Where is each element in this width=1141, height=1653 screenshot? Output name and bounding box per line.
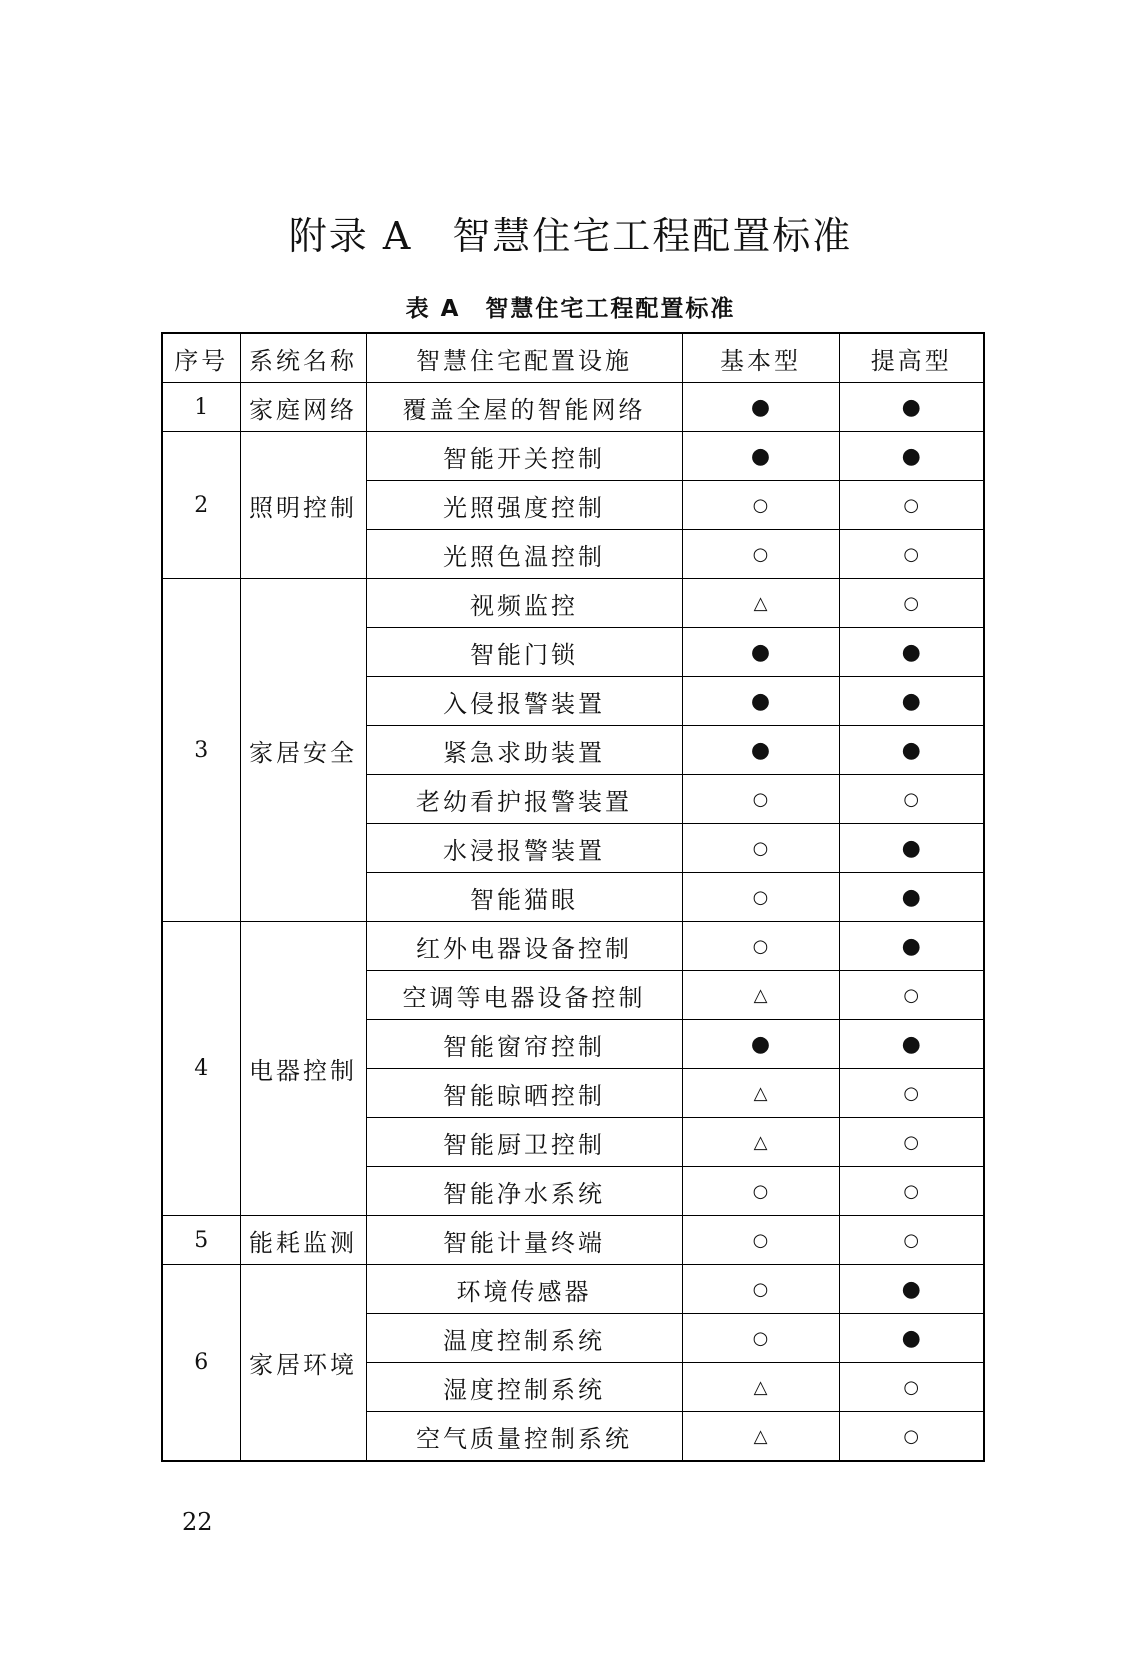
facility-cell: 空调等电器设备控制 bbox=[366, 971, 682, 1020]
facility-cell: 入侵报警装置 bbox=[366, 677, 682, 726]
seq-cell: 2 bbox=[162, 432, 240, 579]
table-row bbox=[162, 383, 984, 432]
facility-cell: 智能猫眼 bbox=[366, 873, 682, 922]
advanced-cell: ● bbox=[839, 628, 984, 677]
advanced-cell: ○ bbox=[839, 1412, 984, 1462]
table-row bbox=[162, 1265, 984, 1314]
facility-cell: 光照强度控制 bbox=[366, 481, 682, 530]
basic-cell: ○ bbox=[682, 873, 839, 922]
advanced-cell: ○ bbox=[839, 579, 984, 628]
table-caption: 表 A 智慧住宅工程配置标准 bbox=[405, 296, 736, 322]
seq-cell: 3 bbox=[162, 579, 240, 922]
basic-cell: ○ bbox=[682, 1265, 839, 1314]
basic-cell: ○ bbox=[682, 824, 839, 873]
basic-cell: ○ bbox=[682, 1216, 839, 1265]
seq-cell: 6 bbox=[162, 1265, 240, 1462]
table-row bbox=[162, 922, 984, 971]
advanced-cell: ● bbox=[839, 1314, 984, 1363]
basic-cell: ● bbox=[682, 677, 839, 726]
facility-cell: 空气质量控制系统 bbox=[366, 1412, 682, 1462]
facility-cell: 智能计量终端 bbox=[366, 1216, 682, 1265]
table-row bbox=[162, 432, 984, 481]
advanced-cell: ○ bbox=[839, 1216, 984, 1265]
facility-cell: 光照色温控制 bbox=[366, 530, 682, 579]
facility-cell: 红外电器设备控制 bbox=[366, 922, 682, 971]
facility-cell: 紧急求助装置 bbox=[366, 726, 682, 775]
advanced-cell: ● bbox=[839, 383, 984, 432]
facility-cell: 智能净水系统 bbox=[366, 1167, 682, 1216]
advanced-cell: ● bbox=[839, 1265, 984, 1314]
basic-cell: ● bbox=[682, 628, 839, 677]
header-basic: 基本型 bbox=[682, 333, 839, 383]
appendix-title: 附录 A 智慧住宅工程配置标准 bbox=[288, 214, 853, 258]
advanced-cell: ○ bbox=[839, 1118, 984, 1167]
facility-cell: 智能厨卫控制 bbox=[366, 1118, 682, 1167]
advanced-cell: ○ bbox=[839, 481, 984, 530]
facility-cell: 老幼看护报警装置 bbox=[366, 775, 682, 824]
table-header-row bbox=[162, 333, 984, 383]
header-seq: 序号 bbox=[162, 333, 240, 383]
basic-cell: △ bbox=[682, 1069, 839, 1118]
header-advanced: 提高型 bbox=[839, 333, 984, 383]
basic-cell: △ bbox=[682, 579, 839, 628]
system-cell: 能耗监测 bbox=[240, 1216, 366, 1265]
seq-cell: 5 bbox=[162, 1216, 240, 1265]
advanced-cell: ○ bbox=[839, 530, 984, 579]
facility-cell: 水浸报警装置 bbox=[366, 824, 682, 873]
facility-cell: 覆盖全屋的智能网络 bbox=[366, 383, 682, 432]
advanced-cell: ● bbox=[839, 726, 984, 775]
basic-cell: △ bbox=[682, 1118, 839, 1167]
basic-cell: ○ bbox=[682, 530, 839, 579]
advanced-cell: ● bbox=[839, 432, 984, 481]
advanced-cell: ○ bbox=[839, 1363, 984, 1412]
basic-cell: ○ bbox=[682, 1314, 839, 1363]
system-cell: 家庭网络 bbox=[240, 383, 366, 432]
header-facility: 智慧住宅配置设施 bbox=[366, 333, 682, 383]
page-number: 22 bbox=[182, 1508, 213, 1536]
basic-cell: ● bbox=[682, 726, 839, 775]
advanced-cell: ● bbox=[839, 1020, 984, 1069]
basic-cell: △ bbox=[682, 971, 839, 1020]
advanced-cell: ● bbox=[839, 824, 984, 873]
system-cell: 照明控制 bbox=[240, 432, 366, 579]
basic-cell: ● bbox=[682, 1020, 839, 1069]
advanced-cell: ○ bbox=[839, 775, 984, 824]
facility-cell: 智能开关控制 bbox=[366, 432, 682, 481]
facility-cell: 湿度控制系统 bbox=[366, 1363, 682, 1412]
seq-cell: 1 bbox=[162, 383, 240, 432]
facility-cell: 智能门锁 bbox=[366, 628, 682, 677]
advanced-cell: ● bbox=[839, 677, 984, 726]
system-cell: 电器控制 bbox=[240, 922, 366, 1216]
basic-cell: ● bbox=[682, 383, 839, 432]
advanced-cell: ○ bbox=[839, 1069, 984, 1118]
system-cell: 家居安全 bbox=[240, 579, 366, 922]
basic-cell: △ bbox=[682, 1363, 839, 1412]
facility-cell: 智能晾晒控制 bbox=[366, 1069, 682, 1118]
basic-cell: △ bbox=[682, 1412, 839, 1462]
basic-cell: ○ bbox=[682, 1167, 839, 1216]
basic-cell: ● bbox=[682, 432, 839, 481]
table-row bbox=[162, 1216, 984, 1265]
configuration-table bbox=[161, 332, 985, 1462]
facility-cell: 温度控制系统 bbox=[366, 1314, 682, 1363]
advanced-cell: ○ bbox=[839, 971, 984, 1020]
advanced-cell: ● bbox=[839, 873, 984, 922]
table-row bbox=[162, 579, 984, 628]
header-system: 系统名称 bbox=[240, 333, 366, 383]
basic-cell: ○ bbox=[682, 922, 839, 971]
basic-cell: ○ bbox=[682, 481, 839, 530]
basic-cell: ○ bbox=[682, 775, 839, 824]
facility-cell: 环境传感器 bbox=[366, 1265, 682, 1314]
facility-cell: 视频监控 bbox=[366, 579, 682, 628]
advanced-cell: ● bbox=[839, 922, 984, 971]
facility-cell: 智能窗帘控制 bbox=[366, 1020, 682, 1069]
seq-cell: 4 bbox=[162, 922, 240, 1216]
advanced-cell: ○ bbox=[839, 1167, 984, 1216]
system-cell: 家居环境 bbox=[240, 1265, 366, 1462]
